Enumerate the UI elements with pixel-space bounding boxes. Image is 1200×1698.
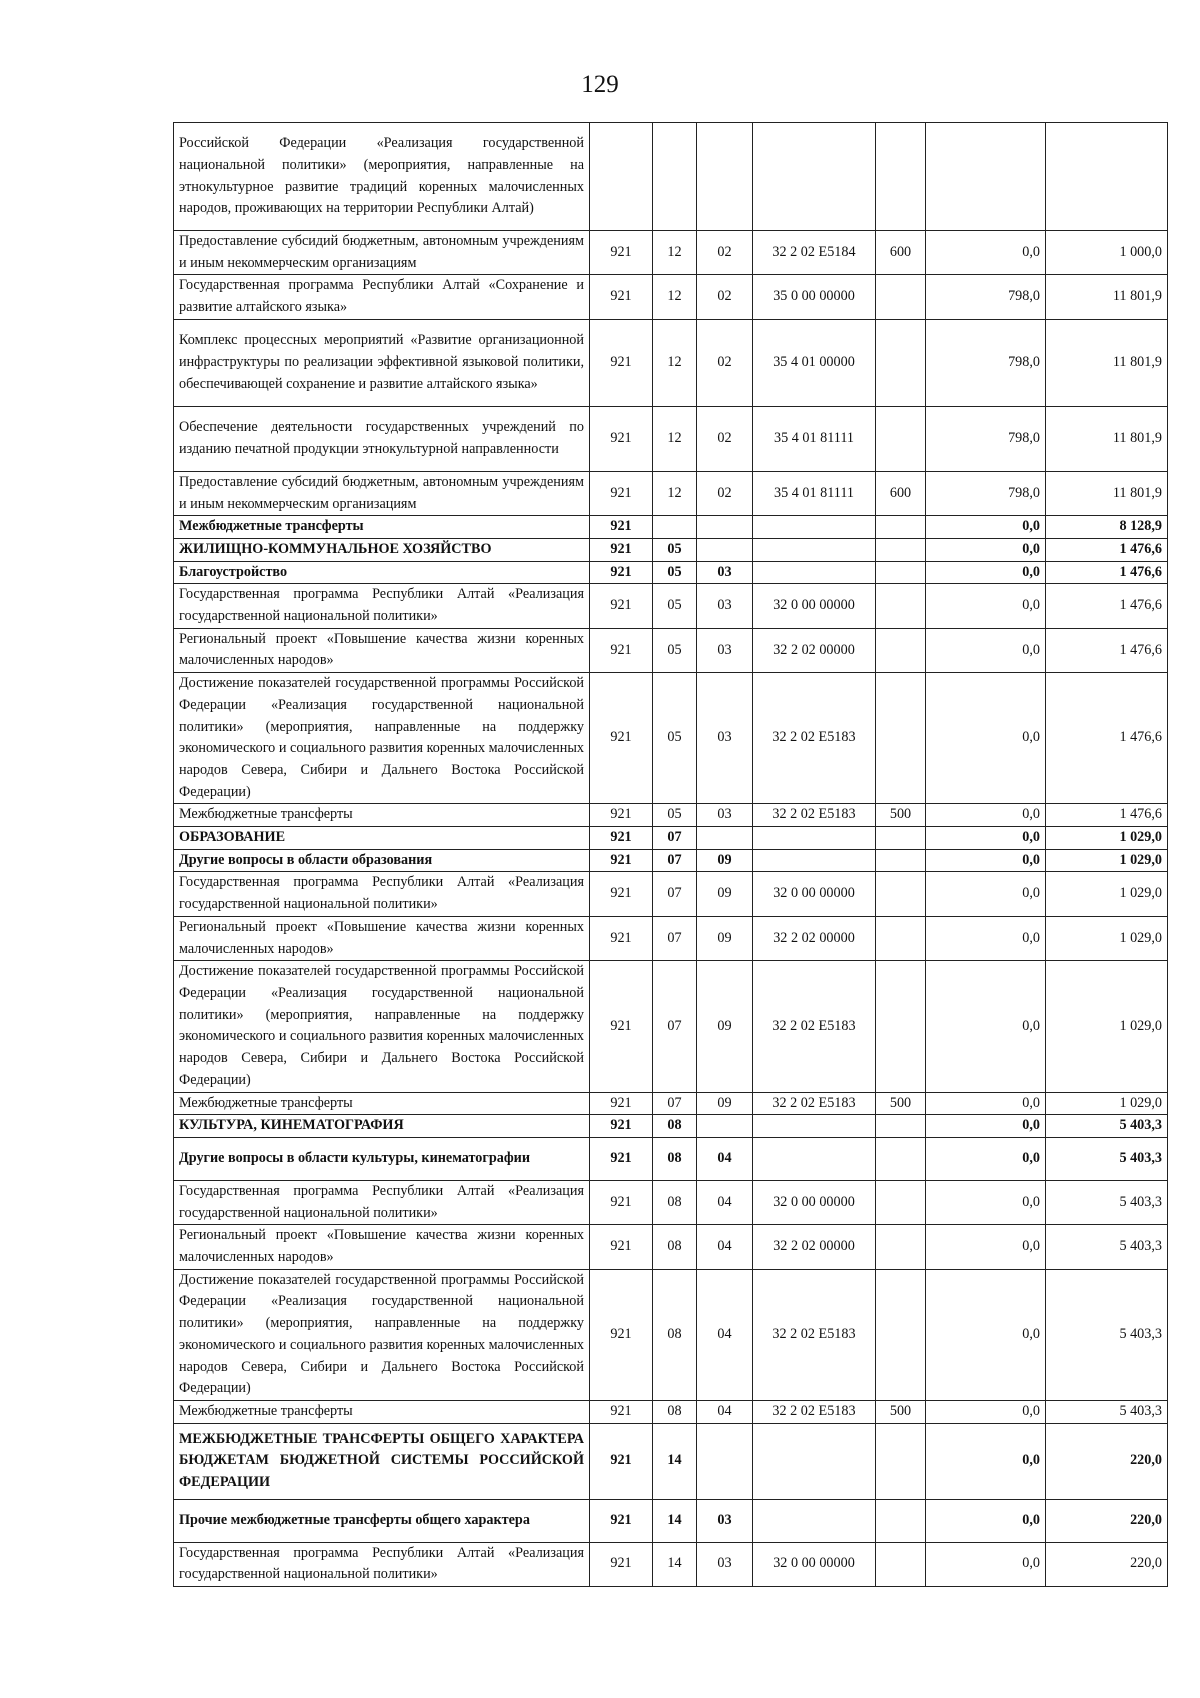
cell-rz: 07 (653, 1092, 697, 1115)
cell-sum-2: 220,0 (1046, 1499, 1168, 1542)
table-row (174, 319, 1168, 406)
cell-csr (753, 1137, 876, 1180)
cell-pr (697, 1423, 753, 1499)
cell-csr: 32 2 02 E5183 (753, 804, 876, 827)
cell-vr: 500 (876, 1400, 926, 1423)
cell-vr (876, 1225, 926, 1269)
cell-pr: 04 (697, 1400, 753, 1423)
cell-rz: 08 (653, 1400, 697, 1423)
table-row (174, 538, 1168, 561)
cell-csr: 32 2 02 00000 (753, 916, 876, 960)
cell-grbs: 921 (590, 673, 653, 804)
cell-sum-1: 0,0 (926, 1180, 1046, 1224)
cell-grbs: 921 (590, 471, 653, 515)
cell-sum-2: 1 029,0 (1046, 827, 1168, 850)
cell-sum-2: 1 476,6 (1046, 628, 1168, 672)
table-row (174, 673, 1168, 804)
table-body (174, 123, 1168, 1587)
table-row (174, 516, 1168, 539)
cell-sum-2: 5 403,3 (1046, 1269, 1168, 1400)
cell-sum-2: 1 476,6 (1046, 804, 1168, 827)
cell-rz (653, 516, 697, 539)
cell-vr (876, 538, 926, 561)
cell-pr: 03 (697, 673, 753, 804)
cell-sum-1: 798,0 (926, 319, 1046, 406)
cell-sum-2: 11 801,9 (1046, 275, 1168, 319)
cell-grbs: 921 (590, 319, 653, 406)
cell-grbs: 921 (590, 1499, 653, 1542)
cell-sum-1: 0,0 (926, 1269, 1046, 1400)
cell-rz: 12 (653, 231, 697, 275)
cell-sum-1: 0,0 (926, 804, 1046, 827)
cell-grbs: 921 (590, 961, 653, 1092)
cell-sum-1: 0,0 (926, 1115, 1046, 1138)
cell-csr (753, 123, 876, 231)
cell-csr: 32 0 00 00000 (753, 584, 876, 628)
cell-csr: 32 2 02 00000 (753, 628, 876, 672)
cell-sum-2: 5 403,3 (1046, 1115, 1168, 1138)
cell-name: Благоустройство (174, 561, 590, 584)
cell-sum-2: 220,0 (1046, 1542, 1168, 1586)
cell-csr (753, 1423, 876, 1499)
cell-pr (697, 538, 753, 561)
cell-name: Государственная программа Республики Алтай «Сохранение и развитие алтайского языка» (174, 275, 590, 319)
cell-pr: 09 (697, 916, 753, 960)
cell-rz: 12 (653, 275, 697, 319)
cell-sum-1: 0,0 (926, 1542, 1046, 1586)
cell-vr (876, 1269, 926, 1400)
cell-vr (876, 673, 926, 804)
cell-grbs: 921 (590, 561, 653, 584)
cell-grbs: 921 (590, 1092, 653, 1115)
cell-sum-1: 0,0 (926, 231, 1046, 275)
cell-csr (753, 561, 876, 584)
cell-csr: 32 2 02 E5183 (753, 673, 876, 804)
cell-rz: 14 (653, 1499, 697, 1542)
cell-name: Региональный проект «Повышение качества жизни коренных малочисленных народов» (174, 628, 590, 672)
cell-name: Другие вопросы в области культуры, кинематографии (174, 1137, 590, 1180)
cell-grbs: 921 (590, 1542, 653, 1586)
cell-name: Межбюджетные трансферты (174, 1092, 590, 1115)
table-row (174, 1423, 1168, 1499)
cell-sum-1: 0,0 (926, 1225, 1046, 1269)
cell-csr: 32 2 02 E5183 (753, 1400, 876, 1423)
cell-pr: 02 (697, 406, 753, 471)
cell-pr: 04 (697, 1137, 753, 1180)
cell-csr: 32 2 02 E5184 (753, 231, 876, 275)
cell-rz: 05 (653, 804, 697, 827)
cell-grbs: 921 (590, 1400, 653, 1423)
cell-csr: 32 2 02 00000 (753, 1225, 876, 1269)
cell-rz: 14 (653, 1542, 697, 1586)
cell-sum-1: 0,0 (926, 916, 1046, 960)
cell-rz: 05 (653, 628, 697, 672)
cell-csr (753, 1115, 876, 1138)
cell-rz: 08 (653, 1137, 697, 1180)
cell-name: Государственная программа Республики Алтай «Реализация государственной национальной политики» (174, 872, 590, 916)
cell-csr (753, 849, 876, 872)
cell-csr: 35 4 01 81111 (753, 406, 876, 471)
cell-csr: 32 2 02 E5183 (753, 1092, 876, 1115)
cell-csr: 32 2 02 E5183 (753, 1269, 876, 1400)
cell-rz: 07 (653, 827, 697, 850)
cell-vr (876, 123, 926, 231)
cell-pr: 04 (697, 1269, 753, 1400)
cell-rz (653, 123, 697, 231)
cell-pr: 03 (697, 804, 753, 827)
cell-grbs: 921 (590, 275, 653, 319)
cell-grbs: 921 (590, 872, 653, 916)
cell-sum-2: 8 128,9 (1046, 516, 1168, 539)
cell-rz: 05 (653, 673, 697, 804)
table-row (174, 471, 1168, 515)
cell-name: ЖИЛИЩНО-КОММУНАЛЬНОЕ ХОЗЯЙСТВО (174, 538, 590, 561)
cell-sum-2: 1 476,6 (1046, 561, 1168, 584)
table-row (174, 1180, 1168, 1224)
cell-name: Государственная программа Республики Алтай «Реализация государственной национальной политики» (174, 1542, 590, 1586)
cell-grbs: 921 (590, 1180, 653, 1224)
cell-grbs: 921 (590, 538, 653, 561)
cell-sum-2 (1046, 123, 1168, 231)
cell-rz: 12 (653, 471, 697, 515)
cell-name: МЕЖБЮДЖЕТНЫЕ ТРАНСФЕРТЫ ОБЩЕГО ХАРАКТЕРА БЮДЖЕТАМ БЮДЖЕТНОЙ СИСТЕМЫ РОССИЙСКОЙ ФЕДЕРАЦИИ (174, 1423, 590, 1499)
cell-name: Прочие межбюджетные трансферты общего характера (174, 1499, 590, 1542)
cell-name: Обеспечение деятельности государственных учреждений по изданию печатной продукции этнокультурной направленности (174, 406, 590, 471)
cell-name: Достижение показателей государственной программы Российской Федерации «Реализация государственной национальной политики» (мероприятия, направленные на поддержку экономического и социального развития коренных малочисленных народов Севера, Сибири и Дальнего Востока Российской Федерации) (174, 1269, 590, 1400)
budget-table (173, 122, 1168, 1587)
cell-name: Другие вопросы в области образования (174, 849, 590, 872)
cell-grbs: 921 (590, 1225, 653, 1269)
cell-pr (697, 827, 753, 850)
cell-vr (876, 827, 926, 850)
cell-pr: 03 (697, 628, 753, 672)
table-row (174, 275, 1168, 319)
cell-sum-2: 1 029,0 (1046, 961, 1168, 1092)
cell-pr (697, 1115, 753, 1138)
cell-grbs: 921 (590, 231, 653, 275)
table-row (174, 1092, 1168, 1115)
table-row (174, 628, 1168, 672)
cell-vr (876, 961, 926, 1092)
cell-vr (876, 1115, 926, 1138)
cell-grbs: 921 (590, 804, 653, 827)
table-row (174, 231, 1168, 275)
cell-name: Предоставление субсидий бюджетным, автономным учреждениям и иным некоммерческим организациям (174, 471, 590, 515)
cell-grbs (590, 123, 653, 231)
table-row (174, 1542, 1168, 1586)
cell-rz: 12 (653, 319, 697, 406)
cell-sum-2: 1 476,6 (1046, 673, 1168, 804)
table-row (174, 561, 1168, 584)
cell-pr: 09 (697, 872, 753, 916)
cell-name: Государственная программа Республики Алтай «Реализация государственной национальной политики» (174, 1180, 590, 1224)
cell-grbs: 921 (590, 1269, 653, 1400)
cell-rz: 07 (653, 872, 697, 916)
cell-vr (876, 406, 926, 471)
cell-name: Достижение показателей государственной программы Российской Федерации «Реализация государственной национальной политики» (мероприятия, направленные на поддержку экономического и социального развития коренных малочисленных народов Севера, Сибири и Дальнего Востока Российской Федерации) (174, 673, 590, 804)
cell-pr: 03 (697, 584, 753, 628)
cell-vr (876, 561, 926, 584)
cell-sum-2: 5 403,3 (1046, 1137, 1168, 1180)
cell-sum-1: 0,0 (926, 538, 1046, 561)
cell-rz: 08 (653, 1115, 697, 1138)
cell-csr (753, 516, 876, 539)
cell-sum-2: 1 476,6 (1046, 584, 1168, 628)
cell-csr (753, 1499, 876, 1542)
cell-grbs: 921 (590, 916, 653, 960)
table-row (174, 584, 1168, 628)
cell-csr: 35 0 00 00000 (753, 275, 876, 319)
cell-sum-2: 5 403,3 (1046, 1400, 1168, 1423)
cell-sum-1 (926, 123, 1046, 231)
cell-sum-2: 1 029,0 (1046, 872, 1168, 916)
cell-grbs: 921 (590, 827, 653, 850)
cell-name: Региональный проект «Повышение качества жизни коренных малочисленных народов» (174, 916, 590, 960)
cell-csr: 32 2 02 E5183 (753, 961, 876, 1092)
cell-vr (876, 872, 926, 916)
cell-pr: 02 (697, 319, 753, 406)
cell-sum-1: 798,0 (926, 471, 1046, 515)
cell-sum-2: 1 476,6 (1046, 538, 1168, 561)
cell-name: Межбюджетные трансферты (174, 1400, 590, 1423)
cell-sum-2: 11 801,9 (1046, 471, 1168, 515)
cell-grbs: 921 (590, 1115, 653, 1138)
cell-sum-2: 1 029,0 (1046, 1092, 1168, 1115)
cell-csr: 32 0 00 00000 (753, 1180, 876, 1224)
cell-grbs: 921 (590, 406, 653, 471)
cell-pr: 04 (697, 1225, 753, 1269)
cell-sum-2: 1 000,0 (1046, 231, 1168, 275)
table-row (174, 1225, 1168, 1269)
table-row (174, 1269, 1168, 1400)
table-row (174, 916, 1168, 960)
cell-csr (753, 538, 876, 561)
cell-sum-2: 220,0 (1046, 1423, 1168, 1499)
cell-pr (697, 123, 753, 231)
table-row (174, 804, 1168, 827)
table-row (174, 961, 1168, 1092)
cell-vr: 600 (876, 471, 926, 515)
table-row (174, 406, 1168, 471)
cell-pr: 02 (697, 471, 753, 515)
cell-name: КУЛЬТУРА, КИНЕМАТОГРАФИЯ (174, 1115, 590, 1138)
cell-pr: 04 (697, 1180, 753, 1224)
cell-csr (753, 827, 876, 850)
cell-csr: 35 4 01 00000 (753, 319, 876, 406)
cell-sum-1: 0,0 (926, 1423, 1046, 1499)
cell-pr: 02 (697, 231, 753, 275)
cell-sum-1: 0,0 (926, 872, 1046, 916)
cell-name: Региональный проект «Повышение качества жизни коренных малочисленных народов» (174, 1225, 590, 1269)
table-row (174, 123, 1168, 231)
cell-name: ОБРАЗОВАНИЕ (174, 827, 590, 850)
cell-sum-1: 0,0 (926, 628, 1046, 672)
table-row (174, 1115, 1168, 1138)
cell-sum-2: 11 801,9 (1046, 406, 1168, 471)
cell-name: Достижение показателей государственной программы Российской Федерации «Реализация государственной национальной политики» (мероприятия, направленные на поддержку экономического и социального развития коренных малочисленных народов Севера, Сибири и Дальнего Востока Российской Федерации) (174, 961, 590, 1092)
cell-rz: 08 (653, 1269, 697, 1400)
table-row (174, 827, 1168, 850)
cell-rz: 05 (653, 538, 697, 561)
cell-vr (876, 275, 926, 319)
cell-sum-1: 0,0 (926, 673, 1046, 804)
cell-grbs: 921 (590, 1423, 653, 1499)
cell-sum-2: 11 801,9 (1046, 319, 1168, 406)
cell-vr (876, 516, 926, 539)
cell-rz: 07 (653, 849, 697, 872)
cell-pr (697, 516, 753, 539)
cell-sum-1: 0,0 (926, 1499, 1046, 1542)
cell-grbs: 921 (590, 628, 653, 672)
cell-pr: 09 (697, 961, 753, 1092)
cell-csr: 35 4 01 81111 (753, 471, 876, 515)
cell-pr: 02 (697, 275, 753, 319)
cell-vr (876, 916, 926, 960)
cell-name: Комплекс процессных мероприятий «Развитие организационной инфраструктуры по реализации эффективной языковой политики, обеспечивающей сохранение и развитие алтайского языка» (174, 319, 590, 406)
cell-sum-1: 798,0 (926, 406, 1046, 471)
cell-pr: 03 (697, 1542, 753, 1586)
cell-csr: 32 0 00 00000 (753, 872, 876, 916)
table-row (174, 1499, 1168, 1542)
cell-vr (876, 319, 926, 406)
cell-name: Государственная программа Республики Алтай «Реализация государственной национальной политики» (174, 584, 590, 628)
cell-vr: 500 (876, 1092, 926, 1115)
table-row (174, 1400, 1168, 1423)
table-row (174, 1137, 1168, 1180)
cell-rz: 08 (653, 1180, 697, 1224)
cell-pr: 03 (697, 1499, 753, 1542)
cell-sum-1: 0,0 (926, 1400, 1046, 1423)
cell-sum-1: 0,0 (926, 961, 1046, 1092)
page-number: 129 (581, 71, 619, 98)
cell-vr (876, 628, 926, 672)
cell-sum-1: 798,0 (926, 275, 1046, 319)
cell-sum-1: 0,0 (926, 1137, 1046, 1180)
cell-sum-1: 0,0 (926, 827, 1046, 850)
cell-rz: 05 (653, 561, 697, 584)
table-row (174, 872, 1168, 916)
cell-name: Предоставление субсидий бюджетным, автономным учреждениям и иным некоммерческим организациям (174, 231, 590, 275)
cell-vr (876, 1423, 926, 1499)
cell-vr (876, 584, 926, 628)
cell-vr: 500 (876, 804, 926, 827)
table-row (174, 849, 1168, 872)
cell-sum-2: 5 403,3 (1046, 1180, 1168, 1224)
cell-sum-1: 0,0 (926, 849, 1046, 872)
cell-rz: 12 (653, 406, 697, 471)
cell-vr (876, 1180, 926, 1224)
cell-name: Российской Федерации «Реализация государственной национальной политики» (мероприятия, направленные на этнокультурное развитие традиций коренных малочисленных народов, проживающих на территории Республики Алтай) (174, 123, 590, 231)
cell-name: Межбюджетные трансферты (174, 804, 590, 827)
cell-pr: 09 (697, 1092, 753, 1115)
cell-grbs: 921 (590, 849, 653, 872)
cell-sum-1: 0,0 (926, 584, 1046, 628)
cell-grbs: 921 (590, 516, 653, 539)
cell-vr (876, 1137, 926, 1180)
cell-sum-1: 0,0 (926, 516, 1046, 539)
cell-vr: 600 (876, 231, 926, 275)
cell-rz: 07 (653, 916, 697, 960)
cell-grbs: 921 (590, 1137, 653, 1180)
cell-sum-1: 0,0 (926, 1092, 1046, 1115)
cell-vr (876, 1499, 926, 1542)
cell-sum-2: 1 029,0 (1046, 849, 1168, 872)
cell-rz: 05 (653, 584, 697, 628)
cell-vr (876, 849, 926, 872)
cell-csr: 32 0 00 00000 (753, 1542, 876, 1586)
cell-rz: 08 (653, 1225, 697, 1269)
cell-rz: 07 (653, 961, 697, 1092)
cell-name: Межбюджетные трансферты (174, 516, 590, 539)
cell-pr: 03 (697, 561, 753, 584)
cell-sum-2: 1 029,0 (1046, 916, 1168, 960)
cell-vr (876, 1542, 926, 1586)
cell-sum-2: 5 403,3 (1046, 1225, 1168, 1269)
cell-grbs: 921 (590, 584, 653, 628)
cell-sum-1: 0,0 (926, 561, 1046, 584)
cell-rz: 14 (653, 1423, 697, 1499)
cell-pr: 09 (697, 849, 753, 872)
